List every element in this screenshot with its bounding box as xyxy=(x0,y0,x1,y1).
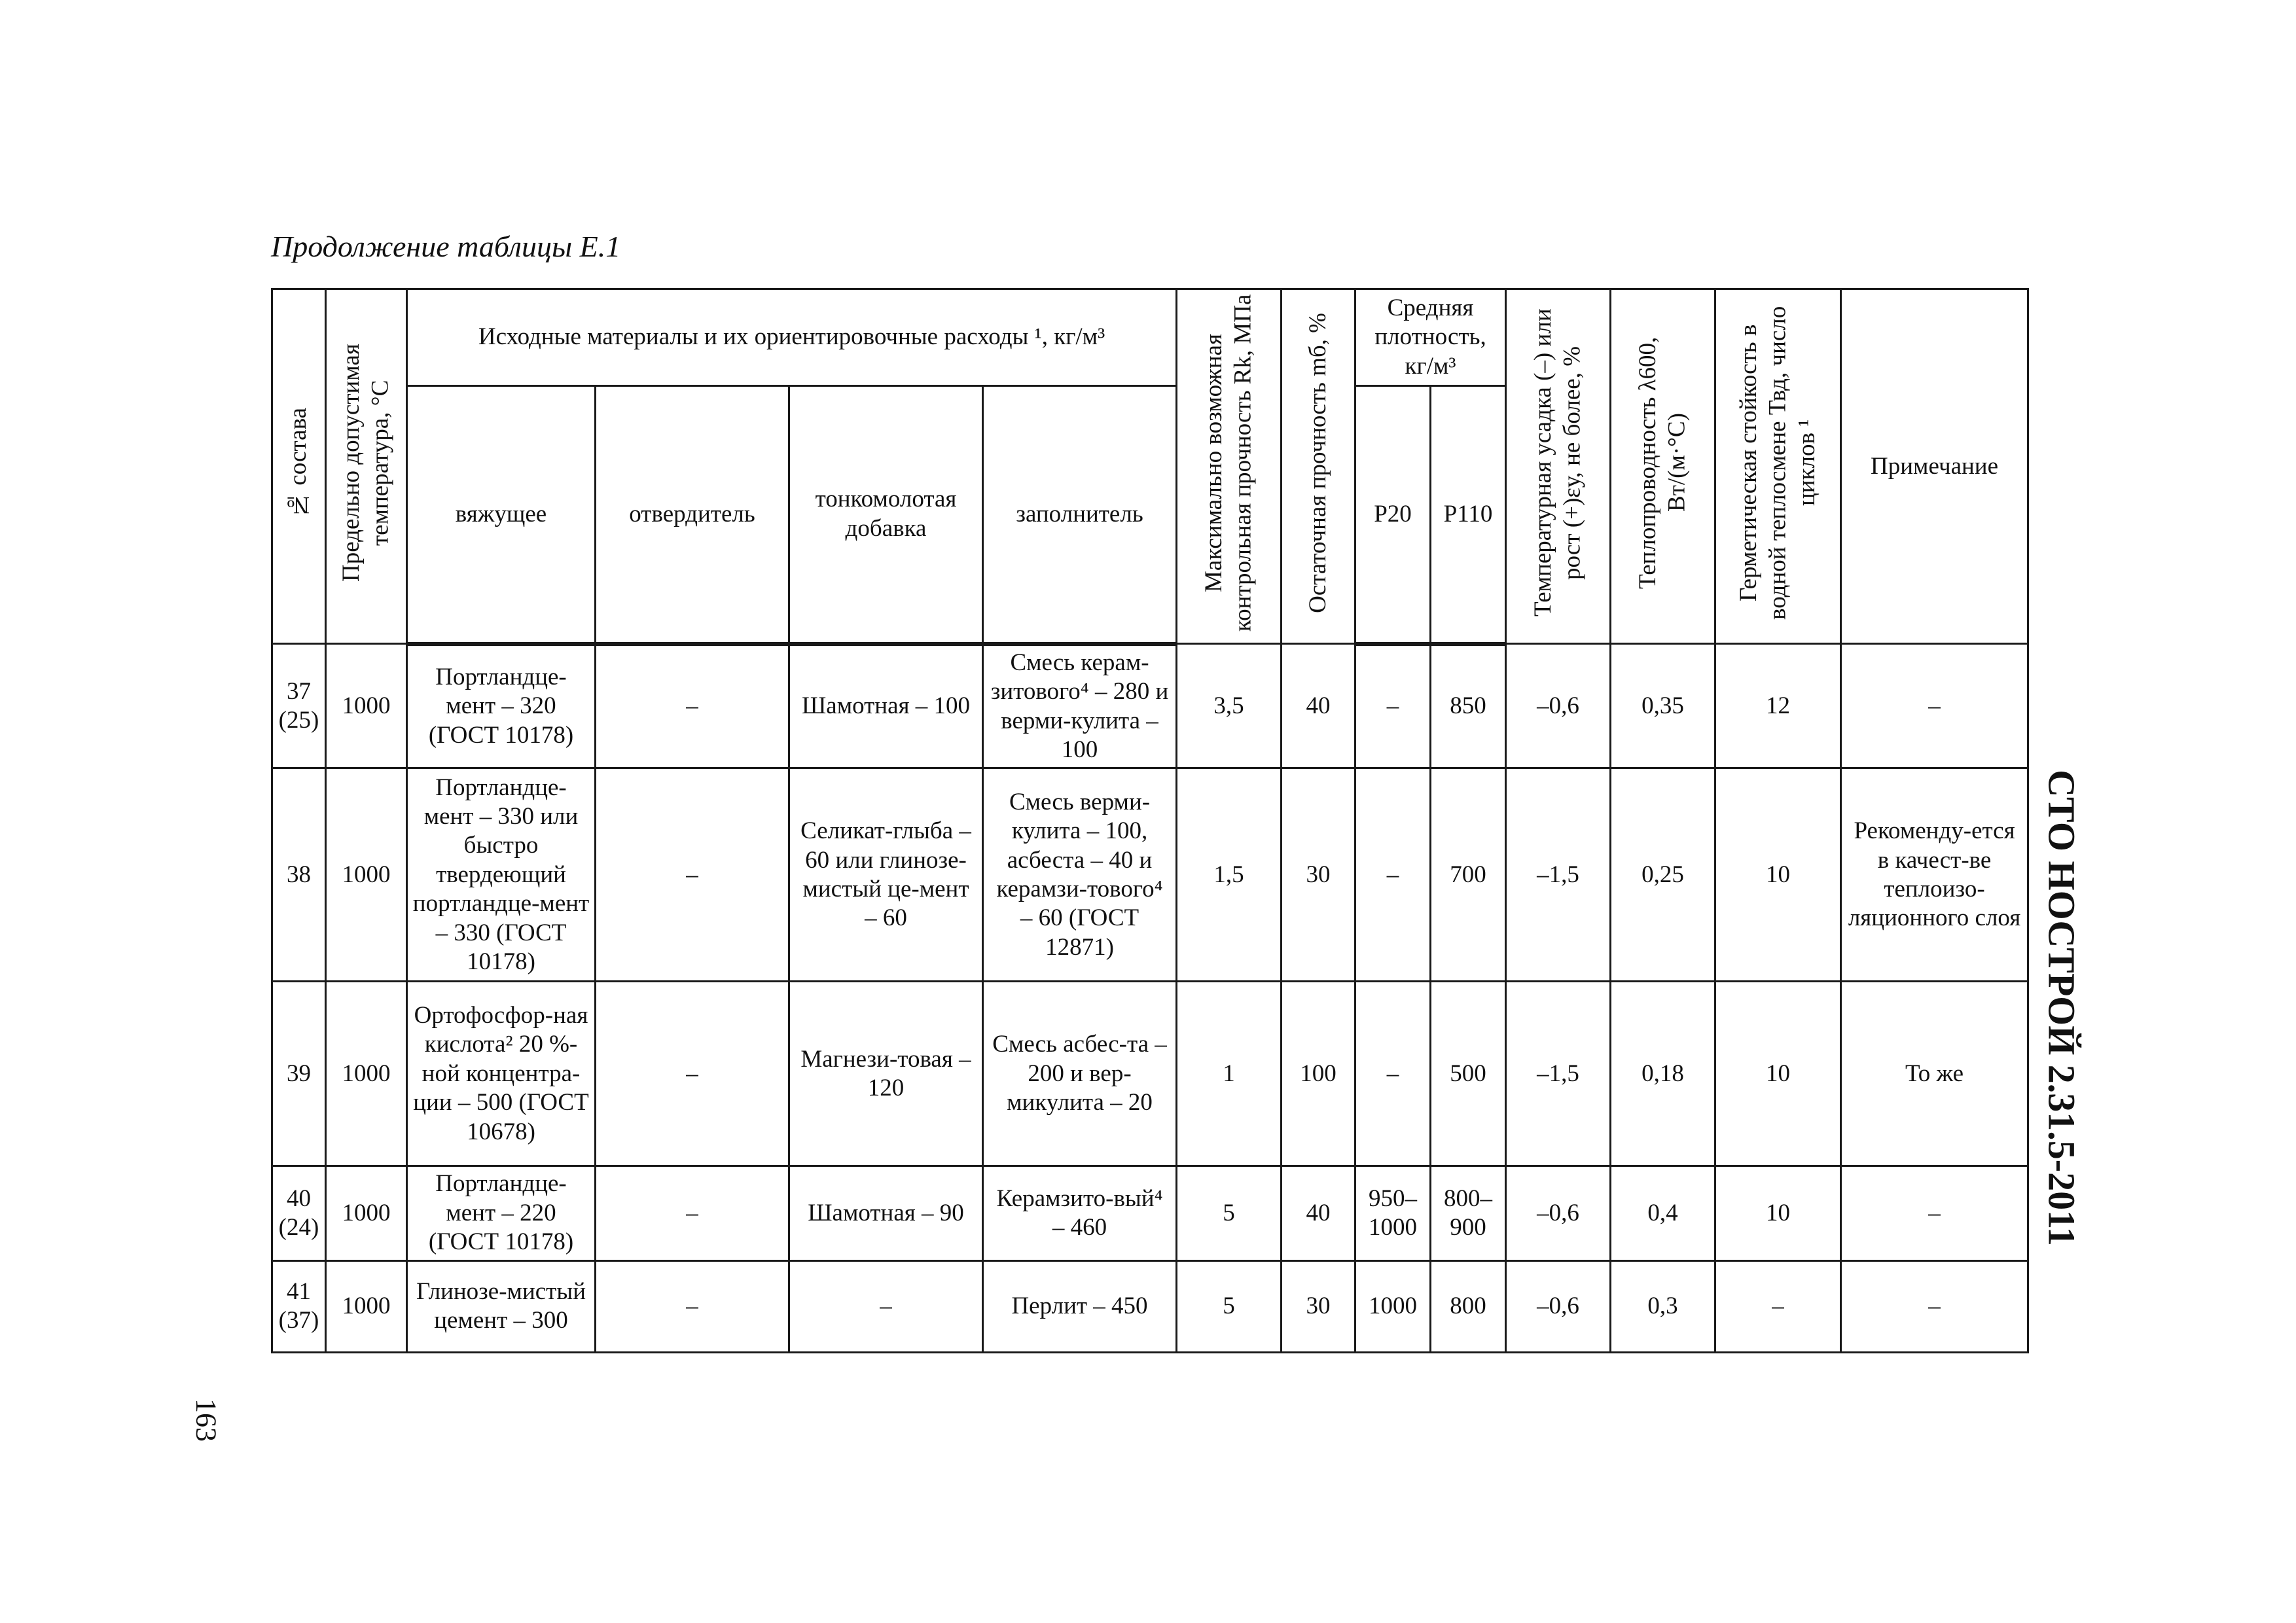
cell-filler: Смесь асбес-та – 200 и вер-микулита – 20 xyxy=(983,982,1177,1166)
cell-additive: Шамотная – 90 xyxy=(789,1166,983,1260)
header-density: Средняя плотность, кг/м³ xyxy=(1355,289,1506,386)
cell-p20: 950– 1000 xyxy=(1355,1166,1431,1260)
cell-hardener: – xyxy=(596,982,789,1166)
cell-hardener: – xyxy=(596,768,789,982)
cell-note: – xyxy=(1841,1260,2028,1352)
header-p110: P110 xyxy=(1431,385,1506,644)
table-row xyxy=(272,768,2028,982)
cell-p110: 850 xyxy=(1431,644,1506,768)
cell-hardener: – xyxy=(596,644,789,768)
cell-note: – xyxy=(1841,1166,2028,1260)
cell-conduct: 0,4 xyxy=(1611,1166,1715,1260)
cell-residual: 100 xyxy=(1282,982,1355,1166)
cell-strength: 1,5 xyxy=(1177,768,1282,982)
cell-p20: – xyxy=(1355,982,1431,1166)
cell-residual: 30 xyxy=(1282,1260,1355,1352)
cell-p110: 800 xyxy=(1431,1260,1506,1352)
cell-seal: – xyxy=(1715,1260,1841,1352)
cell-temp: 1000 xyxy=(326,1166,407,1260)
cell-num: 37 (25) xyxy=(272,644,326,768)
table-row xyxy=(272,982,2028,1166)
cell-p110: 500 xyxy=(1431,982,1506,1166)
header-hardener: отвердитель xyxy=(596,385,789,644)
cell-seal: 12 xyxy=(1715,644,1841,768)
cell-binder: Портландце-мент – 320 (ГОСТ 10178) xyxy=(407,644,596,768)
cell-strength: 3,5 xyxy=(1177,644,1282,768)
cell-note: – xyxy=(1841,644,2028,768)
cell-seal: 10 xyxy=(1715,1166,1841,1260)
header-materials: Исходные материалы и их ориентировочные расходы ¹, кг/м³ xyxy=(407,289,1177,386)
cell-binder: Глинозе-мистый цемент – 300 xyxy=(407,1260,596,1352)
cell-binder: Портландце-мент – 220 (ГОСТ 10178) xyxy=(407,1166,596,1260)
cell-num: 39 xyxy=(272,982,326,1166)
cell-shrink: –0,6 xyxy=(1506,644,1611,768)
cell-filler: Смесь керам-зитового⁴ – 280 и верми-кулита – 100 xyxy=(983,644,1177,768)
cell-strength: 5 xyxy=(1177,1260,1282,1352)
header-residual: Остаточная прочность mб, % xyxy=(1282,289,1355,644)
cell-residual: 30 xyxy=(1282,768,1355,982)
header-filler: заполнитель xyxy=(983,385,1177,644)
cell-conduct: 0,35 xyxy=(1611,644,1715,768)
cell-hardener: – xyxy=(596,1260,789,1352)
cell-filler: Перлит – 450 xyxy=(983,1260,1177,1352)
cell-binder: Ортофосфор-ная кислота² 20 %-ной концентра-ции – 500 (ГОСТ 10678) xyxy=(407,982,596,1166)
cell-additive: Магнези-товая – 120 xyxy=(789,982,983,1166)
header-p20: P20 xyxy=(1355,385,1431,644)
cell-filler: Керамзито-вый⁴ – 460 xyxy=(983,1166,1177,1260)
header-shrink: Температурная усадка (–) или рост (+)εу, не более, % xyxy=(1506,289,1611,644)
header-temp: Предельно допустимая температура, °С xyxy=(326,289,407,644)
header-strength: Максимально возможная контрольная прочность Rk, МПа xyxy=(1177,289,1282,644)
cell-temp: 1000 xyxy=(326,768,407,982)
cell-temp: 1000 xyxy=(326,644,407,768)
cell-p110: 800– 900 xyxy=(1431,1166,1506,1260)
cell-residual: 40 xyxy=(1282,644,1355,768)
cell-p110: 700 xyxy=(1431,768,1506,982)
document-code: СТО НОСТРОЙ 2.31.5-2011 xyxy=(2040,770,2083,1246)
cell-temp: 1000 xyxy=(326,1260,407,1352)
cell-residual: 40 xyxy=(1282,1166,1355,1260)
header-note: Примечание xyxy=(1841,289,2028,644)
cell-shrink: –1,5 xyxy=(1506,768,1611,982)
cell-note: Рекоменду-ется в качест-ве теплоизо-ляционного слоя xyxy=(1841,768,2028,982)
cell-conduct: 0,25 xyxy=(1611,768,1715,982)
cell-additive: Шамотная – 100 xyxy=(789,644,983,768)
cell-seal: 10 xyxy=(1715,982,1841,1166)
cell-conduct: 0,3 xyxy=(1611,1260,1715,1352)
cell-p20: – xyxy=(1355,644,1431,768)
cell-num: 38 xyxy=(272,768,326,982)
cell-filler: Смесь верми-кулита – 100, асбеста – 40 и керамзи-тового⁴ – 60 (ГОСТ 12871) xyxy=(983,768,1177,982)
cell-hardener: – xyxy=(596,1166,789,1260)
header-num: № состава xyxy=(272,289,326,644)
cell-strength: 1 xyxy=(1177,982,1282,1166)
cell-strength: 5 xyxy=(1177,1166,1282,1260)
cell-shrink: –0,6 xyxy=(1506,1260,1611,1352)
table-row xyxy=(272,1166,2028,1260)
page-number: 163 xyxy=(190,1399,223,1442)
cell-temp: 1000 xyxy=(326,982,407,1166)
header-conduct: Теплопроводность λ600, Вт/(м·°С) xyxy=(1611,289,1715,644)
cell-num: 40 (24) xyxy=(272,1166,326,1260)
cell-additive: Селикат-глыба – 60 или глинозе-мистый це-мент – 60 xyxy=(789,768,983,982)
cell-shrink: –0,6 xyxy=(1506,1166,1611,1260)
cell-conduct: 0,18 xyxy=(1611,982,1715,1166)
table-row xyxy=(272,644,2028,768)
cell-p20: 1000 xyxy=(1355,1260,1431,1352)
cell-seal: 10 xyxy=(1715,768,1841,982)
composition-table xyxy=(271,288,2029,1353)
cell-additive: – xyxy=(789,1260,983,1352)
header-binder: вяжущее xyxy=(407,385,596,644)
cell-num: 41 (37) xyxy=(272,1260,326,1352)
table-caption: Продолжение таблицы Е.1 xyxy=(271,230,621,263)
cell-p20: – xyxy=(1355,768,1431,982)
cell-binder: Портландце-мент – 330 или быстро твердеющий портландце-мент – 330 (ГОСТ 10178) xyxy=(407,768,596,982)
table-row xyxy=(272,1260,2028,1352)
cell-shrink: –1,5 xyxy=(1506,982,1611,1166)
header-seal: Герметическая стойкость в водной теплосмене Твд, число циклов ¹ xyxy=(1715,289,1841,644)
cell-note: То же xyxy=(1841,982,2028,1166)
header-additive: тонкомолотая добавка xyxy=(789,385,983,644)
